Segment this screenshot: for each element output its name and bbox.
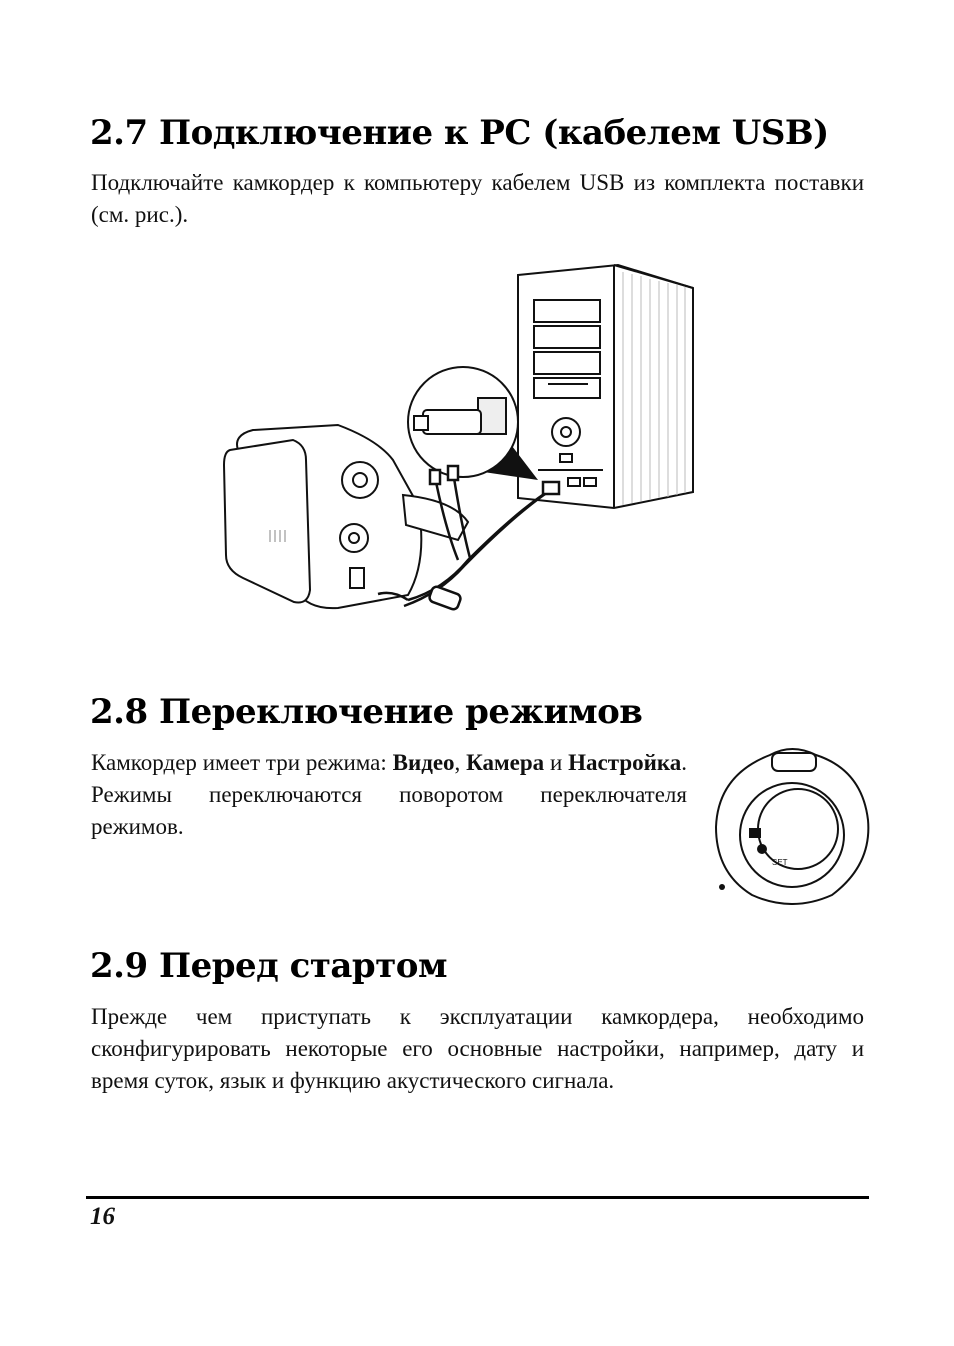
separator-text: и (544, 750, 569, 775)
video-mode-icon (750, 829, 760, 837)
dial-indicator-dot (719, 884, 725, 890)
section-2-7-title: 2.7 Подключение к PC (кабелем USB) (90, 113, 829, 153)
section-2-8-text (91, 747, 687, 843)
camera-mode-icon (758, 845, 766, 853)
section-2-9-title: 2.9 Перед стартом (90, 946, 447, 986)
section-2-8-title: 2.8 Переключение режимов (90, 692, 643, 732)
pc-tower-icon (518, 265, 693, 508)
dial-tab-icon (772, 753, 816, 771)
separator-text: , (454, 750, 467, 775)
usb-connection-illustration (218, 260, 708, 660)
page-number: 16 (90, 1203, 115, 1230)
mode-video-label: Видео (392, 750, 455, 775)
section-2-7-text: Подключайте камкордер к компьютеру кабелем USB из комплекта поставки (см. рис.). (91, 170, 864, 227)
mode-camera-label: Камера (466, 750, 545, 775)
mode-setup-label: Настройка (568, 750, 682, 775)
modes-outro-text: . Режимы переключаются поворотом переключателя режимов. (91, 750, 688, 839)
modes-intro-text: Камкордер имеет три режима: (91, 750, 393, 775)
set-mode-label: SET (772, 858, 788, 867)
section-2-9-text: Прежде чем приступать к эксплуатации камкордера, необходимо сконфигурировать некоторые его основные настройки, например, дату и время суток, язык и функцию акустического сигнала. (91, 1004, 864, 1093)
mode-dial-illustration (712, 745, 872, 905)
footer-divider (86, 1196, 869, 1199)
